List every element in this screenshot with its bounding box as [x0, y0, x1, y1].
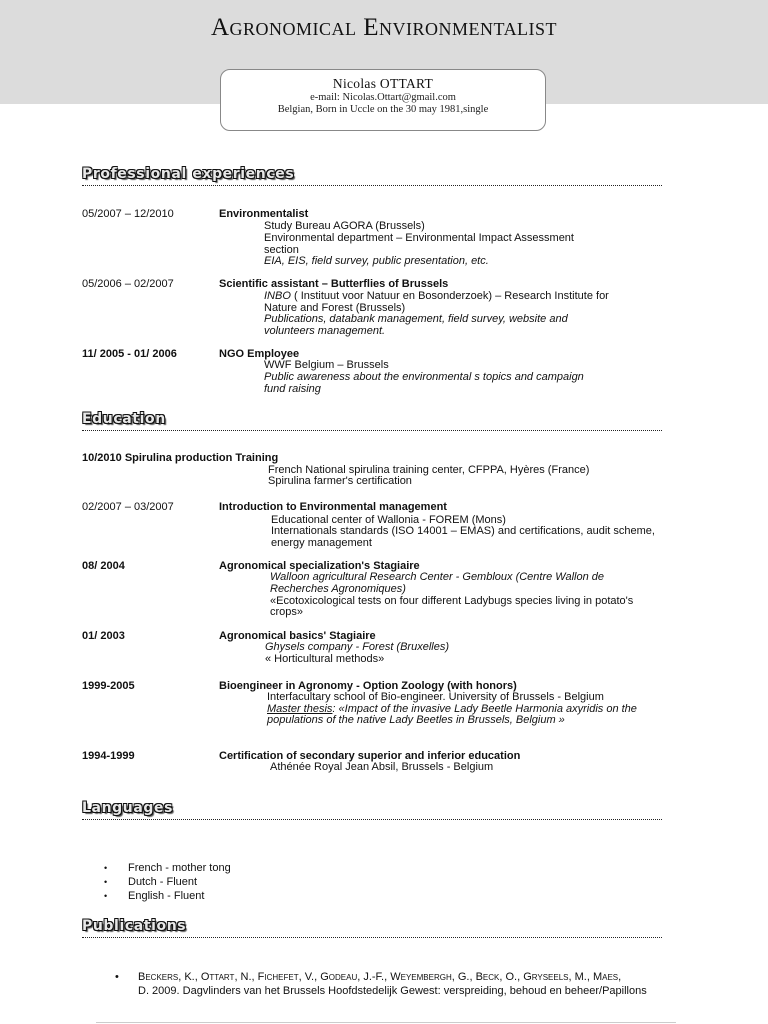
email-text: e-mail: Nicolas.Ottart@gmail.com — [310, 92, 456, 103]
person-name: Nicolas OTTART — [332, 76, 434, 91]
personal-info: Belgian, Born in Uccle on the 30 may 1981,single — [277, 104, 489, 115]
section-education — [82, 411, 662, 431]
entry-line: volunteers management. — [264, 325, 386, 337]
entry-title: Agronomical specialization's Stagiaire — [219, 560, 420, 572]
entry-line: «Ecotoxicological tests on four different Ladybugs species living in potato's — [270, 595, 634, 607]
entry-date: 01/ 2003 — [82, 630, 125, 642]
entry-title: NGO Employee — [219, 348, 300, 360]
entry-title: Bioengineer in Agronomy - Option Zoology (with honors) — [219, 680, 517, 692]
publication-title: D. 2009. Dagvlinders van het Brussels Hoofdstedelijk Gewest: verspreiding, behoud en beheer/Papillons — [138, 985, 647, 997]
entry-line: Spirulina farmer's certification — [268, 475, 412, 487]
entry-date: 1999-2005 — [82, 680, 135, 692]
languages-list — [104, 861, 231, 903]
entry-line: Interfacultary school of Bio-engineer. University of Brussels - Belgium — [267, 691, 604, 703]
entry-date: 11/ 2005 - 01/ 2006 — [82, 348, 177, 360]
section-heading: Professional experiences — [82, 166, 295, 182]
section-heading: Publications — [82, 918, 187, 934]
entry-line: energy management — [271, 537, 372, 549]
divider — [82, 937, 662, 938]
list-item: • English - Fluent — [104, 889, 231, 903]
entry-line: Athénée Royal Jean Absil, Brussels - Belgium — [270, 761, 494, 773]
publication-text — [138, 970, 678, 998]
list-item: • French - mother tong — [104, 861, 231, 875]
entry-line: Walloon agricultural Research Center - Gembloux (Centre Wallon de — [270, 571, 605, 583]
section-heading: Education — [82, 411, 166, 427]
entry-title: Scientific assistant – Butterflies of Brussels — [219, 278, 449, 290]
divider — [82, 430, 662, 431]
entry-line: crops» — [270, 606, 304, 618]
identity-box — [220, 69, 546, 131]
entry-line: Environmental department – Environmental Impact Assessment — [264, 232, 574, 244]
entry-line: populations of the native Lady Beetles in Brussels, Belgium » — [267, 714, 565, 726]
thesis-title: : «Impact of the invasive Lady Beetle Harmonia axyridis on the — [332, 703, 637, 715]
entry-date: 05/2006 – 02/2007 — [82, 278, 174, 290]
entry-line: EIA, EIS, field survey, public presentation, etc. — [264, 255, 489, 267]
entry-date: 08/ 2004 — [82, 560, 125, 572]
section-publications — [82, 918, 662, 938]
org-abbrev: INBO — [264, 290, 291, 302]
page-bottom-rule — [96, 1022, 676, 1023]
entry-line: WWF Belgium – Brussels — [264, 359, 389, 371]
entry-line: section — [264, 244, 299, 256]
thesis-label: Master thesis — [267, 703, 333, 715]
entry-date: 02/2007 – 03/2007 — [82, 501, 174, 513]
entry-date: 1994-1999 — [82, 750, 135, 762]
publication-authors: Beckers, K., Ottart, N., Fichefet, V., Godeau, J.-F., Weyembergh, G., Beck, O., Gryseels, M., Maes, — [138, 971, 622, 983]
entry-line — [264, 290, 609, 302]
entry-line: Recherches Agronomiques) — [270, 583, 406, 595]
org-desc: ( Instituut voor Natuur en Bosonderzoek) – Research Institute for — [293, 290, 609, 302]
entry-line: Study Bureau AGORA (Brussels) — [264, 220, 425, 232]
entry-line: Educational center of Wallonia - FOREM (Mons) — [271, 514, 506, 526]
entry-title: Certification of secondary superior and inferior education — [219, 750, 521, 762]
entry-date: 05/2007 – 12/2010 — [82, 208, 174, 220]
entry-date: 10/2010 Spirulina production Training — [82, 452, 279, 464]
section-languages — [82, 800, 662, 820]
entry-line: Nature and Forest (Brussels) — [264, 302, 406, 314]
entry-title: Agronomical basics' Stagiaire — [219, 630, 376, 642]
section-experience — [82, 166, 662, 186]
divider — [82, 819, 662, 820]
entry-title: Environmentalist — [219, 208, 309, 220]
divider — [82, 185, 662, 186]
entry-line: fund raising — [264, 383, 321, 395]
section-heading: Languages — [82, 800, 174, 816]
entry-line: French National spirulina training center, CFPPA, Hyères (France) — [268, 464, 590, 476]
entry-line: « Horticultural methods» — [265, 653, 385, 665]
entry-title: Introduction to Environmental management — [219, 501, 447, 513]
entry-line: Ghysels company - Forest (Bruxelles) — [265, 641, 449, 653]
list-item: • Dutch - Fluent — [104, 875, 231, 889]
entry-line: Public awareness about the environmental s topics and campaign — [264, 371, 584, 383]
bullet-icon: • — [115, 971, 119, 983]
entry-line: Internationals standards (ISO 14001 – EMAS) and certifications, audit scheme, — [271, 525, 655, 537]
page-title: Agronomical Environmentalist — [210, 14, 558, 41]
entry-line: Publications, databank management, field survey, website and — [264, 313, 568, 325]
